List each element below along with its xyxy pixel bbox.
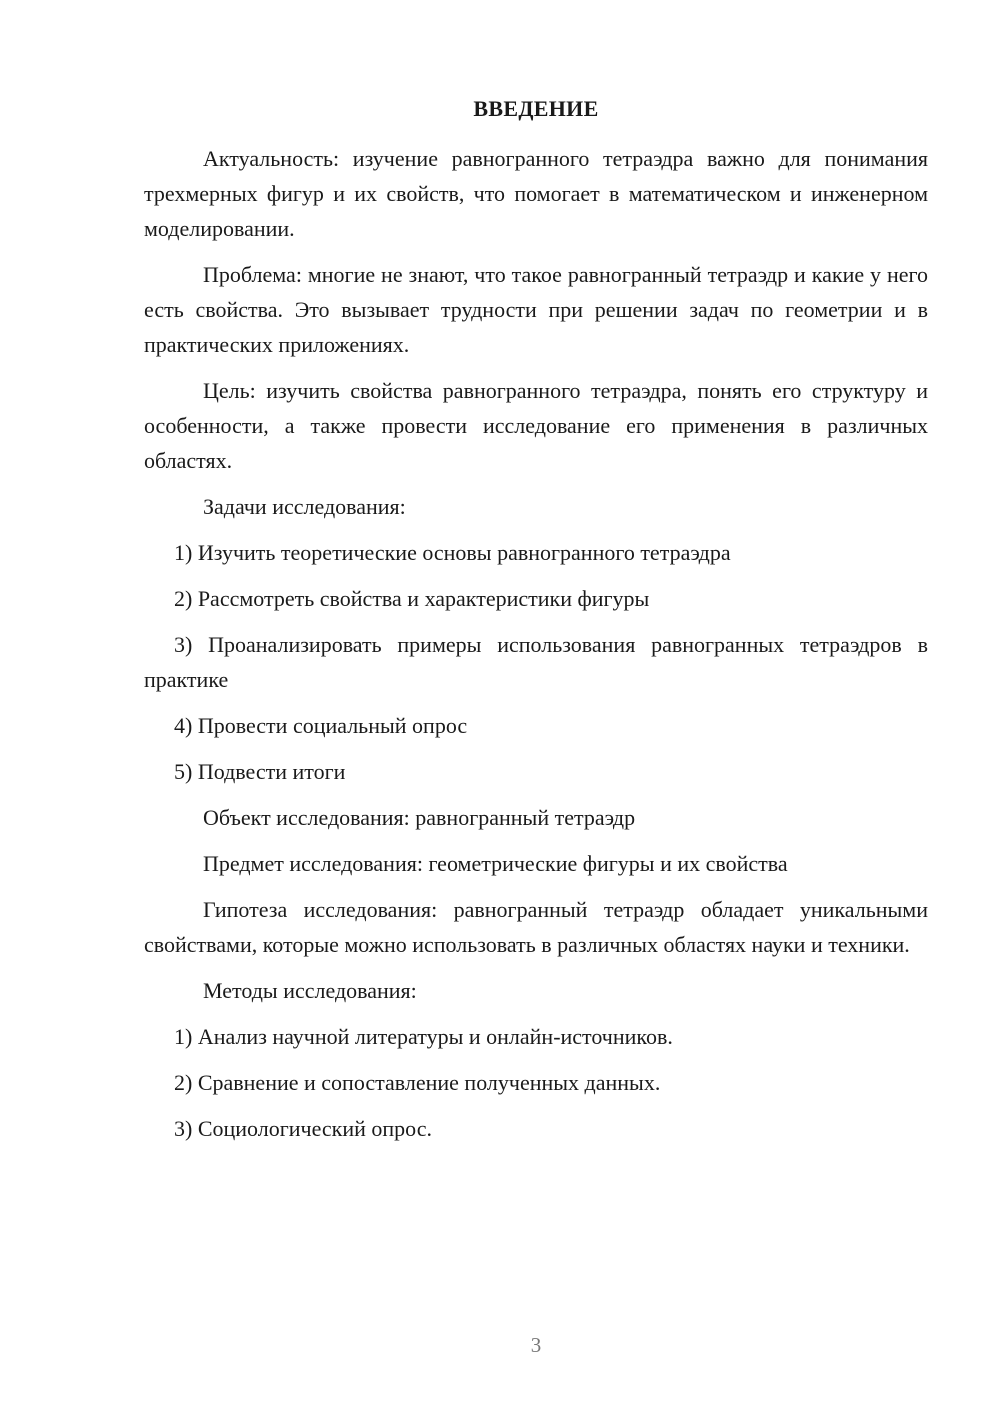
method-item: 3) Социологический опрос.: [174, 1116, 432, 1141]
paragraph-problem: Проблема: многие не знают, что такое равногранный тетраэдр и какие у него есть свойства. Это вызывает трудности при решении задач по геометрии и в практических приложениях.: [144, 262, 928, 357]
page-number: 3: [530, 1333, 542, 1357]
task-item: 1) Изучить теоретические основы равногранного тетраэдра: [174, 540, 731, 565]
paragraph-methods-title: Методы исследования:: [203, 978, 417, 1003]
task-item: 4) Провести социальный опрос: [174, 713, 468, 738]
section-heading: ВВЕДЕНИЕ: [473, 96, 599, 121]
paragraph-goal: Цель: изучить свойства равногранного тетраэдра, понять его структуру и особенности, а также провести исследование его применения в различных областях.: [144, 378, 928, 473]
task-item: 2) Рассмотреть свойства и характеристики фигуры: [174, 586, 650, 611]
method-item: 2) Сравнение и сопоставление полученных данных.: [174, 1070, 661, 1095]
paragraph-subject: Предмет исследования: геометрические фигуры и их свойства: [203, 851, 788, 876]
task-item: 5) Подвести итоги: [174, 759, 346, 784]
paragraph-object: Объект исследования: равногранный тетраэдр: [203, 805, 636, 830]
body-text: [144, 141, 928, 1157]
task-item: 3) Проанализировать примеры использования равногранных тетраэдров в практике: [144, 632, 928, 692]
paragraph-tasks-title: Задачи исследования:: [203, 494, 406, 519]
method-item: 1) Анализ научной литературы и онлайн-источников.: [174, 1024, 673, 1049]
paragraph-actuality: Актуальность: изучение равногранного тетраэдра важно для понимания трехмерных фигур и их свойств, что помогает в математическом и инженерном моделировании.: [144, 146, 928, 241]
paragraph-hypothesis: Гипотеза исследования: равногранный тетраэдр обладает уникальными свойствами, которые можно использовать в различных областях науки и техники.: [144, 897, 928, 957]
